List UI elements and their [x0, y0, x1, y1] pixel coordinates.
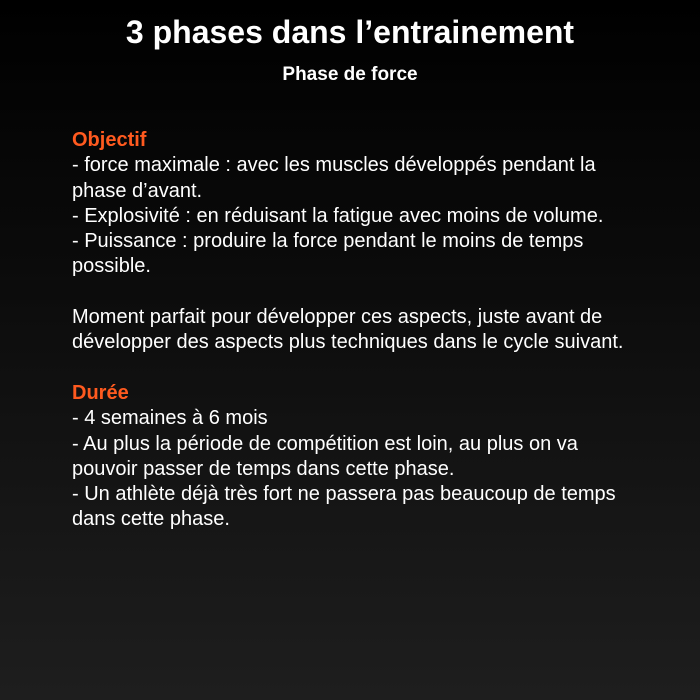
duree-item-competition: - Au plus la période de compétition est loin, au plus on va pouvoir passer de temps dans cette phase.: [72, 432, 578, 480]
duree-heading: Durée: [72, 381, 129, 404]
duree-item-athlete: - Un athlète déjà très fort ne passera pas beaucoup de temps dans cette phase.: [72, 483, 616, 531]
page-subtitle: Phase de force: [282, 64, 418, 85]
spacer: [72, 280, 642, 305]
objectif-item-puissance: - Puissance : produire la force pendant le moins de temps possible.: [72, 230, 584, 278]
spacer: [72, 356, 642, 381]
objectif-heading: Objectif: [72, 129, 147, 151]
content-block: [72, 128, 642, 533]
objectif-paragraph: Moment parfait pour développer ces aspects, juste avant de développer des aspects plus techniques dans le cycle suivant.: [72, 306, 624, 354]
objectif-item-explosivite: - Explosivité : en réduisant la fatigue avec moins de volume.: [72, 204, 604, 227]
duree-item-range: - 4 semaines à 6 mois: [72, 407, 268, 430]
objectif-item-force-maximale: - force maximale : avec les muscles développés pendant la phase d’avant.: [72, 154, 596, 202]
page-title: 3 phases dans l’entrainement: [125, 14, 575, 50]
